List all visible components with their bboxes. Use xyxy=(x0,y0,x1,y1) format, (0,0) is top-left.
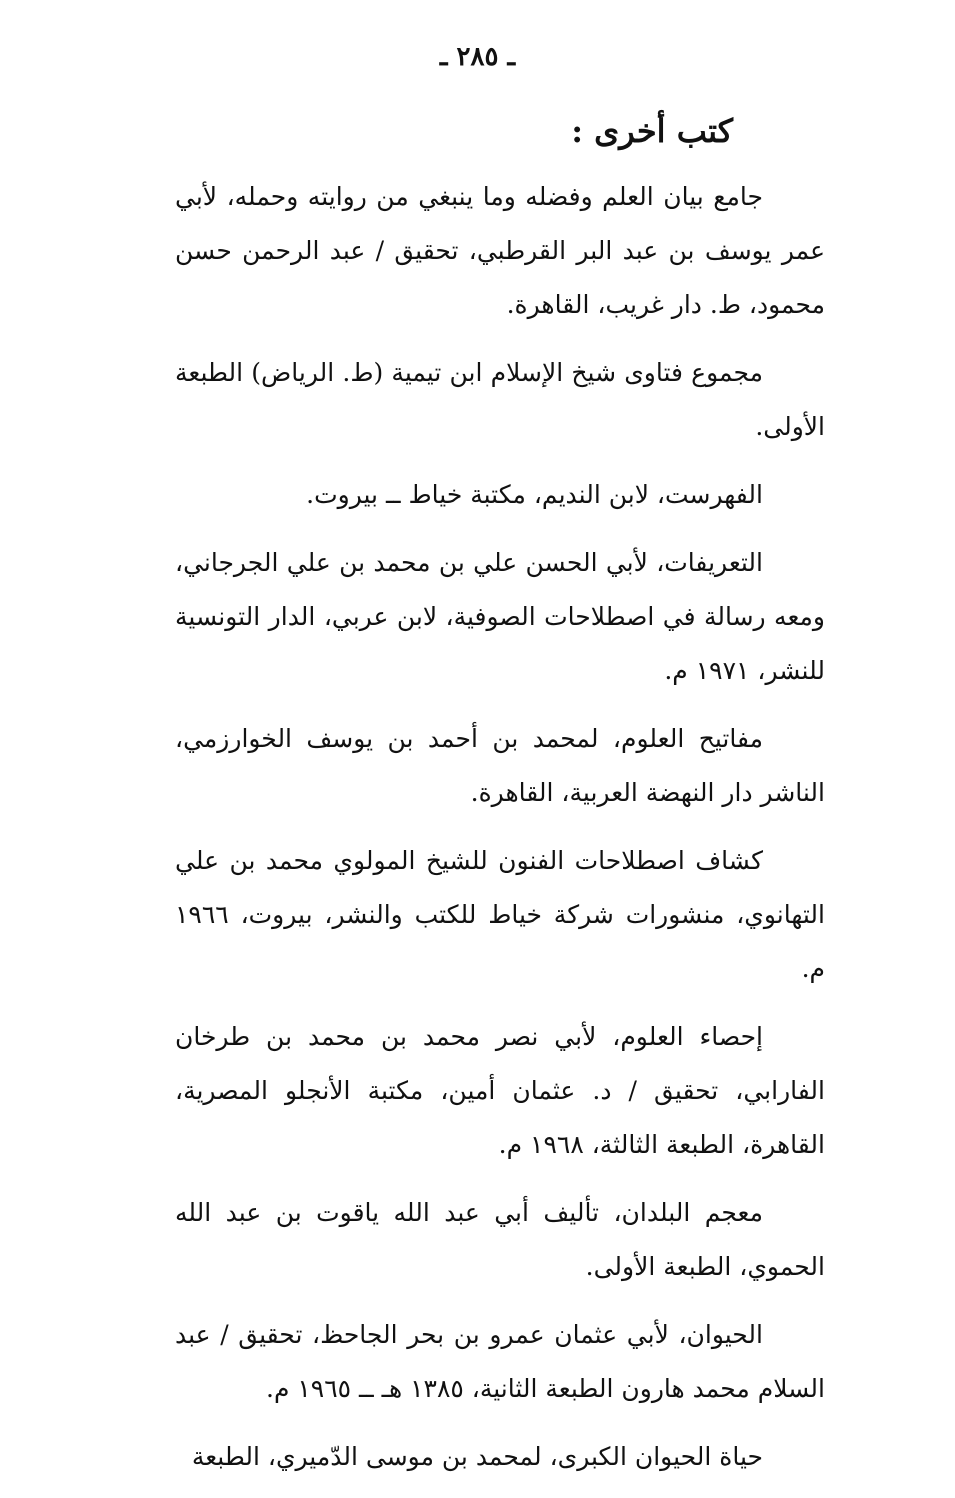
bibliography-entry: مفاتيح العلوم، لمحمد بن أحمد بن يوسف الخوارزمي، الناشر دار النهضة العربية، القاهرة. xyxy=(175,724,825,807)
bibliography-entry: التعريفات، لأبي الحسن علي بن محمد بن علي الجرجاني، ومعه رسالة في اصطلاحات الصوفية، لابن عربي، الدار التونسية للنشر، ١٩٧١ م. xyxy=(175,548,825,685)
bibliography-entry: معجم البلدان، تأليف أبي عبد الله ياقوت بن عبد الله الحموي، الطبعة الأولى. xyxy=(175,1198,825,1281)
section-title: كتب أخرى : xyxy=(571,112,733,150)
bibliography-entry: الفهرست، لابن النديم، مكتبة خياط ــ بيروت. xyxy=(306,480,763,509)
bibliography-entry: حياة الحيوان الكبرى، لمحمد بن موسى الدّميري، الطبعة xyxy=(191,1442,763,1471)
bibliography-entry: جامع بيان العلم وفضله وما ينبغي من روايته وحمله، لأبي عمر يوسف بن عبد البر القرطبي، تحقيق / عبد الرحمن حسن محمود، ط. دار غريب، القاهرة. xyxy=(175,182,825,319)
bibliography-list xyxy=(175,170,825,1498)
bibliography-entry: مجموع فتاوى شيخ الإسلام ابن تيمية (ط. الرياض) الطبعة الأولى. xyxy=(175,358,825,441)
bibliography-entry: كشاف اصطلاحات الفنون للشيخ المولوي محمد بن علي التهانوي، منشورات شركة خياط للكتب والنشر، بيروت، ١٩٦٦ م. xyxy=(175,846,825,983)
bibliography-entry: الحيوان، لأبي عثمان عمرو بن بحر الجاحظ، تحقيق / عبد السلام محمد هارون الطبعة الثانية، ١٣٨٥ هـ ــ ١٩٦٥ م. xyxy=(175,1320,825,1403)
page-number: ـ ٢٨٥ ـ xyxy=(439,42,516,72)
bibliography-entry: إحصاء العلوم، لأبي نصر محمد بن محمد بن طرخان الفارابي، تحقيق / د. عثمان أمين، مكتبة الأنجلو المصرية، القاهرة، الطبعة الثالثة، ١٩٦٨ م. xyxy=(175,1022,825,1159)
